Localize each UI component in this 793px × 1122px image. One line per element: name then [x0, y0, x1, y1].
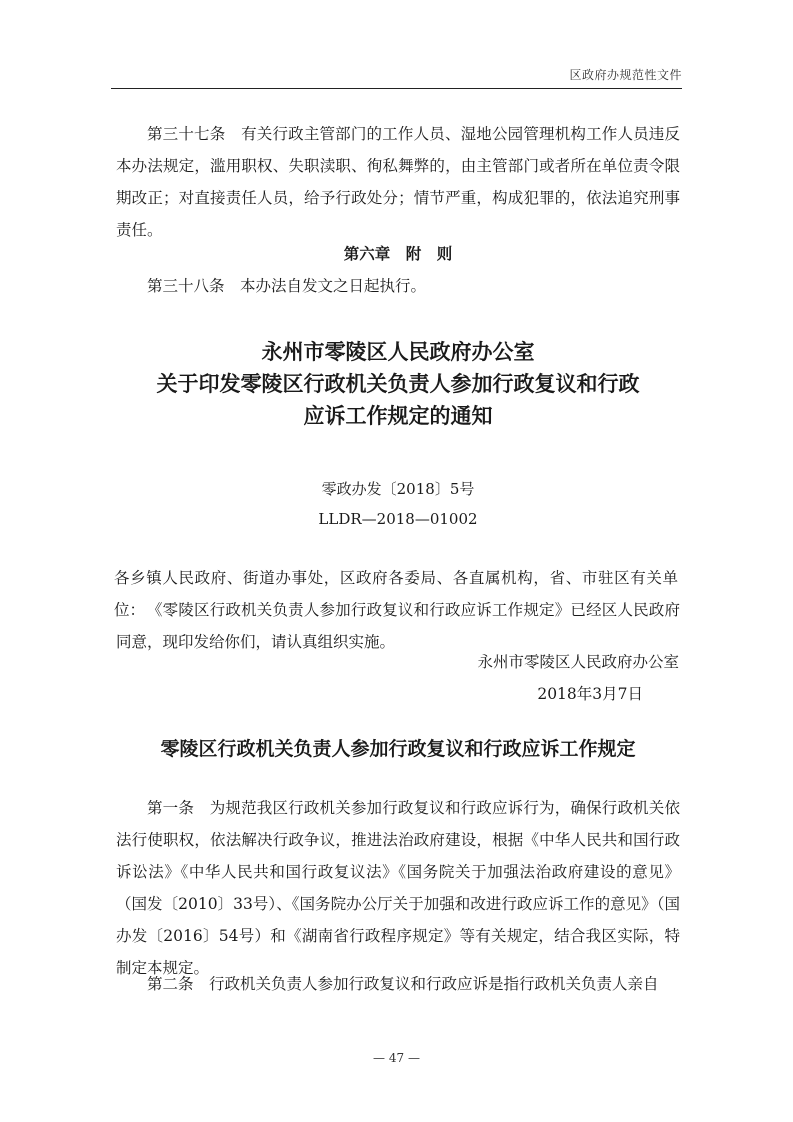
running-header: 区政府办规范性文件: [569, 68, 682, 82]
regulation-article-2: 第二条 行政机关负责人参加行政复议和行政应诉是指行政机关负责人亲自: [147, 975, 659, 993]
notice-body: 《零陵区行政机关负责人参加行政复议和行政应诉工作规定》已经区人民政府同意，现印发给你们，请认真组织实施。: [116, 601, 680, 651]
notice-title-line-3: 应诉工作规定的通知: [303, 404, 493, 428]
notice-date: 2018年3月7日: [537, 685, 643, 703]
notice-title: [116, 336, 680, 432]
notice-title-line-2: 关于印发零陵区行政机关负责人参加行政复议和行政: [156, 372, 640, 396]
document-number: 零政办发〔2018〕5号: [321, 480, 475, 498]
notice-issuer: 永州市零陵区人民政府办公室: [477, 653, 679, 671]
regulation-article-1: 第一条 为规范我区行政机关参加行政复议和行政应诉行为，确保行政机关依法行使职权，依法解决行政争议，推进法治政府建设，根据《中华人民共和国行政诉讼法》《中华人民共和国行政复议法》《国务院关于加强法治政府建设的意见》（国发〔2010〕33号）、《国务院办公厅关于加强和改进行政应诉工作的意见》（国办发〔2016〕54号）和《湖南省行政程序规定》等有关规定，结合我区实际，特制定本规定。: [116, 799, 680, 977]
registration-number: LLDR—2018—01002: [318, 510, 478, 528]
notice-addressees: 各乡镇人民政府、街道办事处，区政府各委局、各直属机构，省、市驻区有关单位：: [114, 569, 678, 619]
article-38-paragraph: 第三十八条 本办法自发文之日起执行。: [147, 277, 427, 295]
page-number: — 47 —: [373, 1051, 420, 1065]
header-rule: [111, 88, 682, 89]
notice-title-line-1: 永州市零陵区人民政府办公室: [261, 340, 535, 364]
article-37-paragraph: 第三十七条 有关行政主管部门的工作人员、湿地公园管理机构工作人员违反本办法规定，滥用职权、失职渎职、徇私舞弊的，由主管部门或者所在单位责令限期改正；对直接责任人员，给予行政处分；情节严重，构成犯罪的，依法追究刑事责任。: [116, 125, 680, 239]
chapter-6-heading: 第六章 附 则: [343, 244, 453, 263]
regulation-title: 零陵区行政机关负责人参加行政复议和行政应诉工作规定: [160, 738, 636, 760]
